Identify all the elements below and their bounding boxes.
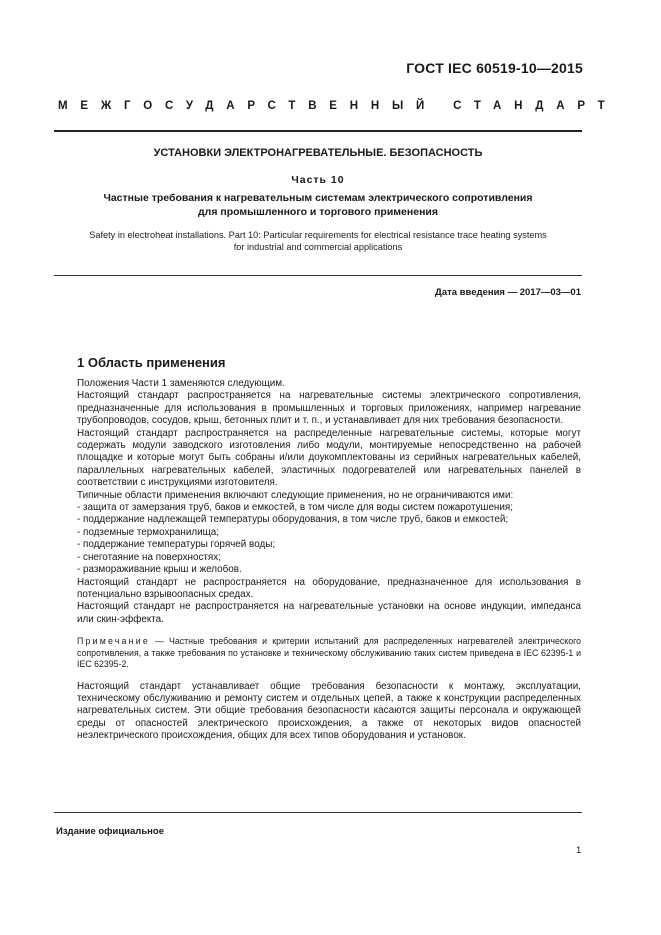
paragraph: Типичные области применения включают следующие применения, но не ограничиваются ими:: [77, 489, 514, 501]
paragraph: Настоящий стандарт устанавливает общие требования безопасности к монтажу, эксплуатации, техническому обслуживанию и ремонту систем и отдельных цепей, а также к конструкции распределенных нагревательных систем. Эти общие требования безопасности касаются защиты персонала и окружающей среды от опасностей электрического происхождения, а также от некоторых видов опасностей неэлектрического происхождения, общих для всех типов оборудования и установок.: [77, 680, 581, 742]
document-code: ГОСТ IEC 60519-10—2015: [406, 60, 583, 76]
subtitle-line-2: для промышленного и торгового применения: [197, 206, 438, 218]
note-text: — Частные требования и критерии испытаний для распределенных нагревателей электрического сопротивления, а также требования по установке и техническому обслуживанию таких систем приведена в IEC 62395-1 и IEC 62395-2.: [77, 636, 581, 670]
main-title: УСТАНОВКИ ЭЛЕКТРОНАГРЕВАТЕЛЬНЫЕ. БЕЗОПАСНОСТЬ: [153, 147, 483, 159]
edition-label: Издание официальное: [56, 826, 164, 837]
note: [77, 636, 581, 671]
introduction-date: Дата введения — 2017—03—01: [435, 287, 581, 298]
header-rule: [54, 130, 582, 132]
paragraph: Настоящий стандарт распространяется на распределенные нагревательные системы, которые могут содержать модули заводского изготовления либо модули, монтируемые непосредственно на рабочей площадке и которые могут быть собраны и/или доукомплектованы из серийных нагревательных кабелей, параллельных нагревательных кабелей, эластичных подогревателей или нагревательных панелей в соответствии с инструкциями изготовителя.: [77, 427, 581, 489]
english-title-line-2: for industrial and commercial applications: [233, 242, 403, 252]
paragraph: Положения Части 1 заменяются следующим.: [77, 378, 285, 389]
list-item: - поддержание температуры горячей воды;: [77, 539, 276, 551]
english-title: [54, 229, 582, 253]
interstate-standard-label: МЕЖГОСУДАРСТВЕННЫЙ СТАНДАРТ: [58, 100, 618, 112]
list-item: - снеготаяние на поверхностях;: [77, 551, 221, 563]
subtitle-line-1: Частные требования к нагревательным системам электрического сопротивления: [103, 192, 533, 204]
page-number: 1: [576, 845, 582, 856]
part-label: Часть 10: [291, 174, 345, 186]
footer-rule: [54, 812, 582, 813]
note-label: Примечание: [77, 636, 150, 647]
section-body: [77, 378, 581, 743]
list-item: - подземные термохранилища;: [77, 526, 219, 538]
list-item: - размораживание крыш и желобов.: [77, 564, 242, 576]
list-item: - поддержание надлежащей температуры оборудования, в том числе труб, баков и емкостей;: [77, 514, 509, 526]
title-rule: [54, 275, 582, 276]
paragraph: Настоящий стандарт не распространяется на оборудование, предназначенное для использования в потенциально взрывоопасных средах.: [77, 576, 581, 600]
list-item: - защита от замерзания труб, баков и емкостей, в том числе для воды систем пожаротушения;: [77, 502, 513, 514]
subtitle: [54, 191, 582, 219]
english-title-line-1: Safety in electroheat installations. Part 10: Particular requirements for electrical resistance trace heating systems: [89, 230, 547, 240]
section-heading: 1 Область применения: [77, 355, 226, 370]
paragraph: Настоящий стандарт не распространяется на нагревательные установки на основе индукции, импеданса или скин-эффекта.: [77, 601, 581, 625]
paragraph: Настоящий стандарт распространяется на нагревательные системы электрического сопротивления, предназначенные для использования в промышленных и торговых приложениях, например нагревание трубопроводов, сосудов, крыш, бетонных плит и т. п., и устанавливает для них требования безопасности.: [77, 390, 581, 427]
